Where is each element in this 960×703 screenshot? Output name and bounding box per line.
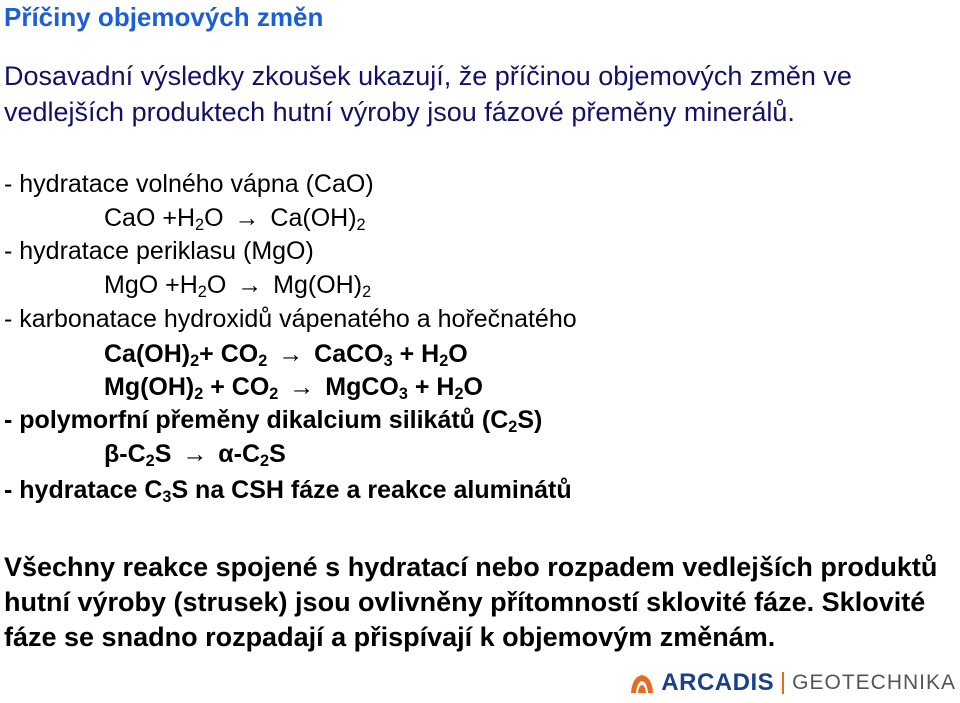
page-title: Příčiny objemových změn	[4, 2, 324, 32]
item-c3s-hydration: - hydratace $C_3S$ na CSH fáze a reakce aluminátů	[4, 476, 572, 507]
arcadis-mark-icon	[629, 671, 655, 695]
summary-paragraph: Všechny reakce spojené s hydratací nebo rozpadem vedlejších produktů hutní výroby (strusek) jsou ovlivněny přítomností sklovité fáze. Sklovité fáze se snadno rozpadají a přispívají k objemovým změnám.	[4, 552, 938, 652]
logo-divider	[782, 672, 784, 694]
item-polymorphic: - polymorfní přeměny dikalcium silikátů $(C_2S)$	[4, 406, 543, 437]
item-mgo-hydration: - hydratace periklasu (MgO)	[4, 237, 314, 265]
equation-c2s: $\beta-C_2S \to \alpha-C_2S$	[104, 440, 286, 471]
logo-brand: ARCADIS	[661, 669, 775, 696]
equation-caco3: $Ca(OH)_2+ CO_2$ → CaCO$_3$ + $H_2O$	[104, 340, 468, 371]
equation-mgco3: $Mg(OH)_2 + CO_2$ → MgCO$_3$ + $H_2O$	[104, 373, 483, 404]
item-carbonation: - karbonatace hydroxidů vápenatého a hořečnatého	[4, 305, 577, 333]
logo-subtitle: GEOTECHNIKA	[792, 671, 956, 694]
arcadis-logo	[629, 669, 956, 697]
intro-paragraph: Dosavadní výsledky zkoušek ukazují, že příčinou objemových změn ve vedlejších produktech hutní výroby jsou fázové přeměny minerálů.	[4, 61, 852, 127]
equation-mgo: MgO $+H_2O \to Mg(OH)_2$	[104, 271, 372, 302]
item-cao-hydration: - hydratace volného vápna (CaO)	[4, 170, 374, 198]
equation-cao: CaO $+H_2O \to Ca(OH)_2$	[104, 204, 366, 235]
